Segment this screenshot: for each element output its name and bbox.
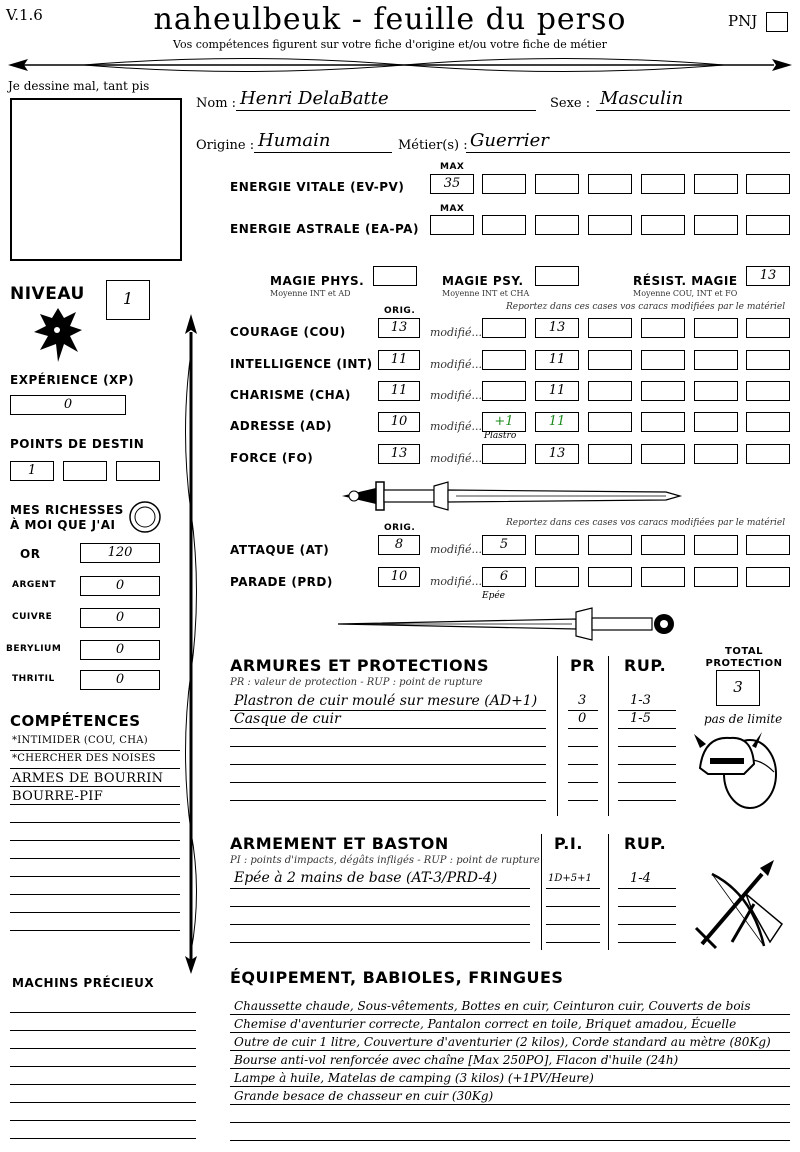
carac-extra-box[interactable] [588,318,632,338]
armure-line [230,800,546,801]
armement-rup-label: RUP. [624,834,667,853]
arme-line [230,906,530,907]
ev-box[interactable] [588,174,632,194]
arme-pi[interactable]: 1D+5+1 [548,873,592,884]
ev-max-box[interactable]: 35 [430,174,474,194]
arme-rup-line [618,906,676,907]
combat-extra-box[interactable] [588,567,632,587]
carac-extra-box[interactable] [746,318,790,338]
armure-pr-line [568,782,598,783]
arme-rup[interactable]: 1-4 [630,871,651,886]
machin-line[interactable] [10,1048,196,1049]
combat-extra-box[interactable] [641,567,685,587]
carac-extra-box[interactable] [746,350,790,370]
carac-mod-box[interactable] [482,444,526,464]
ea-max-label: MAX [440,204,465,214]
armure-rup-line [618,764,676,765]
carac-mod-box[interactable] [482,412,526,432]
machin-line[interactable] [10,1138,196,1139]
armure-pr-line [568,764,598,765]
combat-extra-box[interactable] [588,535,632,555]
arme-pi-line [546,924,600,925]
xp-box[interactable]: 0 [10,395,126,415]
armure-rup-line [618,782,676,783]
sword-icon [336,478,684,514]
armure-pr[interactable]: 3 [578,693,587,708]
competence-line [10,840,180,841]
armement-pi-label: P.I. [554,834,583,853]
arme-rup-line [618,888,676,889]
carac-label: INTELLIGENCE (INT) [230,357,373,371]
resist-magie-label: RÉSIST. MAGIE [633,274,738,288]
competence-item[interactable]: BOURRE-PIF [12,789,104,804]
staff-icon [176,312,206,976]
total-protection-label [704,646,784,670]
combat-extra-box[interactable] [746,567,790,587]
armure-rup-line [618,746,676,747]
sexe-label: Sexe : [550,96,591,111]
machins-label: MACHINS PRÉCIEUX [12,976,155,990]
sexe-underline [596,110,790,111]
magie-psy-label: MAGIE PSY. [442,274,524,288]
magie-phys-box[interactable] [373,266,417,286]
ev-max-label: MAX [440,162,465,172]
machin-line[interactable] [10,1012,196,1013]
carac-val-box[interactable] [535,350,579,370]
equipement-line [230,1050,790,1051]
sexe-value[interactable]: Masculin [600,88,684,109]
armures-rup-label: RUP. [624,656,667,675]
armure-name[interactable]: Plastron de cuir moulé sur mesure (AD+1) [234,693,538,709]
combat-mod-box[interactable] [482,567,526,587]
machin-line[interactable] [10,1084,196,1085]
richesses-label-line1: MES RICHESSES [10,503,124,517]
equipement-line [230,1086,790,1087]
richesse-box-value: 0 [115,642,125,657]
metier-underline [466,152,790,153]
armure-rup-line [618,728,676,729]
equipement-line [230,1014,790,1015]
carac-modifie-label: modifié... [430,389,482,402]
metier-value[interactable]: Guerrier [470,130,549,151]
equipement-line [230,1032,790,1033]
carac-orig-box-value: 11 [390,352,408,367]
richesse-label: THRITIL [12,674,55,684]
arme-line [230,924,530,925]
destin-box[interactable] [63,461,107,481]
carac-mod-box[interactable] [482,381,526,401]
ev-label: ENERGIE VITALE (EV-PV) [230,180,405,194]
combat-orig-box-value: 10 [390,569,408,584]
pas-de-limite-label: pas de limite [704,712,783,726]
carac-mod-box[interactable] [482,318,526,338]
sheet-title: naheulbeuk - feuille du perso [153,2,627,37]
competence-line [10,858,180,859]
competences-label: COMPÉTENCES [10,712,141,730]
richesse-box-value: 0 [115,672,125,687]
armures-divider [608,656,609,816]
carac-val-box-value: 13 [548,320,566,335]
armures-label: ARMURES ET PROTECTIONS [230,656,489,675]
origine-underline [254,152,392,153]
competence-line [10,930,180,931]
machin-line[interactable] [10,1102,196,1103]
carac-orig-box-value: 13 [390,446,408,461]
arme-pi-line [546,906,600,907]
ea-box[interactable] [746,215,790,235]
richesse-box-value: 120 [107,545,133,560]
carac-modifie-label: modifié... [430,358,482,371]
armement-divider [541,834,542,950]
carac-modifie-label: modifié... [430,326,482,339]
combat-extra-box[interactable] [746,535,790,555]
carac-label: ADRESSE (AD) [230,419,333,433]
competence-line [10,876,180,877]
equipement-item[interactable]: Lampe à huile, Matelas de camping (3 kilos) (+1PV/Heure) [234,1071,594,1085]
competence-line [10,912,180,913]
competence-line [10,822,180,823]
origine-label: Origine : [196,138,255,153]
ev-box[interactable] [746,174,790,194]
destin-box[interactable] [116,461,160,481]
richesse-box-value: 0 [115,578,125,593]
carac-mod-box-value: +1 [494,414,514,429]
ev-box[interactable] [694,174,738,194]
carac-extra-box[interactable] [588,350,632,370]
carac-val-box-value: 13 [548,446,566,461]
carac-extra-box[interactable] [641,318,685,338]
armement-divider [608,834,609,950]
combat-modifie-label: modifié... [430,575,482,588]
ea-label: ENERGIE ASTRALE (EA-PA) [230,222,419,236]
combat-label: PARADE (PRD) [230,575,333,589]
carac-extra-box[interactable] [746,444,790,464]
combat-mod-box-value: 5 [499,537,509,552]
caracs-orig-label: ORIG. [384,306,416,316]
carac-extra-box[interactable] [588,412,632,432]
equipement-line [230,1104,790,1105]
xp-label: EXPÉRIENCE (XP) [10,373,135,387]
nom-value[interactable]: Henri DelaBatte [240,88,389,109]
equipement-item[interactable]: Bourse anti-vol renforcée avec chaîne [Max 250PO], Flacon d'huile (24h) [234,1053,679,1067]
carac-orig-box[interactable] [378,444,420,464]
nom-underline [236,110,536,111]
richesse-box[interactable] [80,670,160,690]
competence-item[interactable]: ARMES DE BOURRIN [12,771,164,786]
carac-extra-box[interactable] [641,444,685,464]
richesses-label [10,503,124,533]
arme-pi-line [546,888,600,889]
richesse-label: CUIVRE [12,612,53,622]
armure-pr-line [568,800,598,801]
origine-value[interactable]: Humain [258,130,331,151]
carac-extra-box[interactable] [641,381,685,401]
armure-rup[interactable]: 1-5 [630,711,651,726]
resist-magie-sub: Moyenne COU, INT et FO [633,289,738,298]
sword-icon [336,606,684,642]
nom-label: Nom : [196,96,237,111]
carac-orig-box-value: 10 [390,414,408,429]
magie-phys-sub: Moyenne INT et AD [270,289,351,298]
ea-box[interactable] [535,215,579,235]
armure-line [230,728,546,729]
richesse-label: BERYLIUM [6,644,62,654]
equipement-item[interactable]: Chemise d'aventurier correcte, Pantalon correct en toile, Briquet amadou, Écuelle [234,1017,737,1031]
carac-val-box-value: 11 [548,352,566,367]
arme-rup-line [618,924,676,925]
portrait-label: Je dessine mal, tant pis [8,79,150,93]
combat-mod-box[interactable] [482,535,526,555]
ev-box[interactable] [641,174,685,194]
carac-orig-box[interactable] [378,412,420,432]
carac-extra-box[interactable] [694,412,738,432]
armure-rup[interactable]: 1-3 [630,693,651,708]
carac-val-box[interactable] [535,412,579,432]
armures-divider [557,656,558,816]
magie-phys-label: MAGIE PHYS. [270,274,365,288]
carac-mod-box[interactable] [482,350,526,370]
richesse-box[interactable] [80,543,160,563]
subtitle: Vos compétences figurent sur votre fiche d'origine et/ou votre fiche de métier [173,38,607,51]
coin-icon [128,500,162,534]
pnj-checkbox[interactable] [766,12,788,32]
combat-extra-box[interactable] [694,535,738,555]
version-label: V.1.6 [6,6,43,24]
carac-extra-box[interactable] [694,381,738,401]
arme-rup-line [618,942,676,943]
competence-line [10,786,180,787]
equipement-line [230,1122,790,1123]
carac-val-box-value: 11 [548,414,566,429]
ea-box[interactable] [641,215,685,235]
equipement-item[interactable]: Chaussette chaude, Sous-vêtements, Bottes en cuir, Ceinturon cuir, Couverts de bois [234,999,751,1013]
destin-box[interactable]: 1 [10,461,54,481]
carac-extra-box[interactable] [588,444,632,464]
carac-mod-note: Plastro [484,431,517,441]
carac-extra-box[interactable] [694,350,738,370]
ev-box[interactable] [535,174,579,194]
carac-label: CHARISME (CHA) [230,388,351,402]
competence-item[interactable]: *INTIMIDER (COU, CHA) [12,735,148,746]
richesses-label-line2: À MOI QUE J'AI [10,518,116,532]
carac-val-box[interactable] [535,444,579,464]
combat-orig-box[interactable] [378,567,420,587]
spear-header-icon [4,54,796,76]
competence-line [10,894,180,895]
arme-name[interactable]: Epée à 2 mains de base (AT-3/PRD-4) [234,870,498,886]
equipement-line [230,1068,790,1069]
armure-rup-line [618,800,676,801]
combat-extra-box[interactable] [535,567,579,587]
combat-extra-box[interactable] [641,535,685,555]
competence-line [10,750,180,751]
weapons-icon [692,854,788,954]
destin-label: POINTS DE DESTIN [10,437,145,451]
armure-pr-line [568,746,598,747]
combat-extra-box[interactable] [535,535,579,555]
armure-pr-line [568,728,598,729]
armement-sub: PI : points d'impacts, dégâts infligés - RUP : point de rupture [230,855,540,866]
ev-box[interactable] [482,174,526,194]
carac-extra-box[interactable] [694,318,738,338]
armure-line [230,782,546,783]
metier-label: Métier(s) : [398,138,468,153]
carac-orig-box-value: 13 [390,320,408,335]
combat-label: ATTAQUE (AT) [230,543,330,557]
richesse-label: ARGENT [12,580,57,590]
richesse-box[interactable] [80,576,160,596]
carac-extra-box[interactable] [746,412,790,432]
combat-mod-box-value: 6 [499,569,509,584]
competence-line [10,804,180,805]
resist-magie-box[interactable]: 13 [746,266,790,286]
carac-extra-box[interactable] [588,381,632,401]
carac-extra-box[interactable] [641,350,685,370]
carac-extra-box[interactable] [746,381,790,401]
caracs-report-note: Reportez dans ces cases vos caracs modifiées par le matériel [506,302,786,312]
richesse-box-value: 0 [115,610,125,625]
richesse-box[interactable] [80,608,160,628]
carac-orig-box[interactable] [378,350,420,370]
helmet-shield-icon [694,728,784,812]
ea-max-box[interactable] [430,215,474,235]
niveau-box[interactable]: 1 [106,280,150,320]
total-protection-label-line2: PROTECTION [705,658,783,669]
niveau-label: NIVEAU [10,284,85,304]
armure-name[interactable]: Casque de cuir [234,711,341,727]
equipement-item[interactable]: Grande besace de chasseur en cuir (30Kg) [234,1089,494,1103]
magie-psy-sub: Moyenne INT et CHA [442,289,530,298]
combat-orig-box[interactable] [378,535,420,555]
carac-orig-box[interactable] [378,381,420,401]
combat-extra-box[interactable] [694,567,738,587]
arme-line [230,942,530,943]
pnj-label: PNJ [728,12,758,30]
combat-orig-box-value: 8 [394,537,404,552]
armement-label: ARMEMENT ET BASTON [230,834,449,853]
combat-modifie-label: modifié... [430,543,482,556]
machin-line[interactable] [10,1066,196,1067]
armure-line [230,746,546,747]
machin-line[interactable] [10,1030,196,1031]
equipement-item[interactable]: Outre de cuir 1 litre, Couverture d'aventurier (2 kilos), Corde standard au mètre (80Kg) [234,1035,771,1049]
portrait-box[interactable] [10,98,182,261]
carac-orig-box-value: 11 [390,383,408,398]
machin-line[interactable] [10,1120,196,1121]
competence-item[interactable]: *CHERCHER DES NOISES [12,753,156,764]
equipement-label: ÉQUIPEMENT, BABIOLES, FRINGUES [230,968,564,987]
equipement-line [230,1140,790,1141]
combat-report-note: Reportez dans ces cases vos caracs modifiées par le matériel [506,518,786,528]
carac-val-box-value: 11 [548,383,566,398]
richesse-label: OR [20,547,41,561]
armure-line [230,764,546,765]
ea-box[interactable] [482,215,526,235]
competence-line [10,768,180,769]
arme-line [230,888,530,889]
carac-val-box[interactable] [535,318,579,338]
armures-sub: PR : valeur de protection - RUP : point de rupture [230,677,483,688]
arme-pi-line [546,942,600,943]
total-protection-label-line1: TOTAL [725,646,763,657]
carac-extra-box[interactable] [641,412,685,432]
carac-label: FORCE (FO) [230,451,314,465]
total-protection-box[interactable]: 3 [716,670,760,706]
armures-pr-label: PR [570,656,596,675]
combat-orig-label: ORIG. [384,523,416,533]
armure-pr[interactable]: 0 [578,711,587,726]
dragon-icon [30,304,86,366]
combat-mod-note: Epée [482,591,505,601]
carac-extra-box[interactable] [694,444,738,464]
carac-modifie-label: modifié... [430,452,482,465]
carac-orig-box[interactable] [378,318,420,338]
richesse-box[interactable] [80,640,160,660]
carac-modifie-label: modifié... [430,420,482,433]
carac-val-box[interactable] [535,381,579,401]
ea-box[interactable] [694,215,738,235]
ea-box[interactable] [588,215,632,235]
magie-psy-box[interactable] [535,266,579,286]
carac-label: COURAGE (COU) [230,325,346,339]
